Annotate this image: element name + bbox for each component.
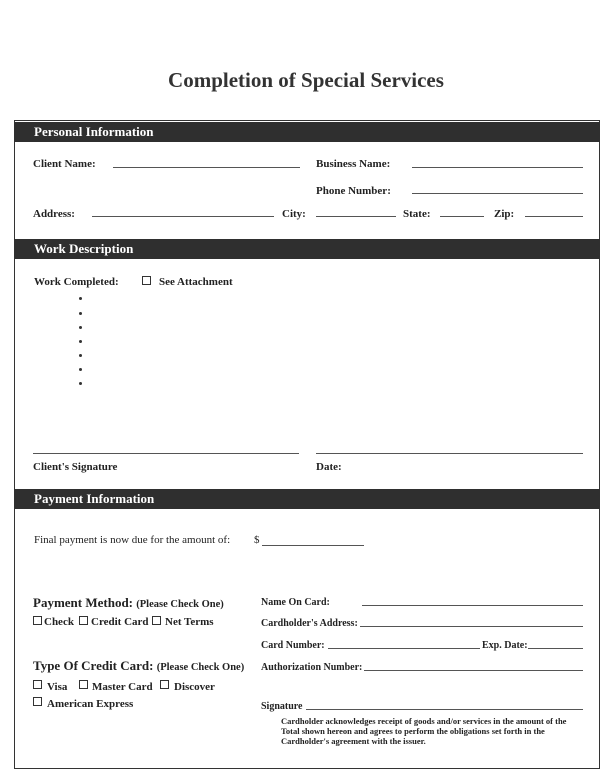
signature-label: Signature — [261, 701, 303, 712]
date-label: Date: — [316, 461, 342, 473]
see-attachment-checkbox[interactable] — [142, 276, 151, 285]
client-name-field[interactable] — [113, 167, 300, 168]
work-bullet — [79, 312, 82, 315]
visa-checkbox[interactable] — [33, 680, 42, 689]
date-field[interactable] — [316, 453, 583, 454]
work-bullet — [79, 326, 82, 329]
address-field[interactable] — [92, 216, 274, 217]
master-card-label: Master Card — [92, 681, 153, 693]
state-field[interactable] — [440, 216, 484, 217]
section-header-payment — [14, 489, 600, 509]
exp-date-field[interactable] — [528, 648, 583, 649]
card-number-field[interactable] — [328, 648, 480, 649]
card-type-heading — [33, 658, 244, 674]
name-on-card-label: Name On Card: — [261, 597, 330, 608]
visa-label: Visa — [47, 681, 68, 693]
cardholder-address-label: Cardholder's Address: — [261, 618, 358, 629]
work-bullet — [79, 368, 82, 371]
net-terms-label: Net Terms — [165, 616, 214, 628]
american-express-checkbox[interactable] — [33, 697, 42, 706]
page-title: Completion of Special Services — [168, 68, 444, 92]
check-checkbox[interactable] — [33, 616, 42, 625]
city-label: City: — [282, 208, 306, 220]
name-on-card-field[interactable] — [362, 605, 583, 606]
credit-card-label: Credit Card — [91, 616, 149, 628]
work-bullet — [79, 297, 82, 300]
payment-method-note: (Please Check One) — [136, 599, 224, 610]
card-type-title: Type Of Credit Card: — [33, 658, 154, 673]
section-title: Payment Information — [34, 491, 155, 506]
work-bullet — [79, 382, 82, 385]
phone-number-label: Phone Number: — [316, 185, 391, 197]
phone-number-field[interactable] — [412, 193, 583, 194]
section-title: Work Description — [34, 241, 134, 256]
cardholder-signature-field[interactable] — [306, 709, 583, 710]
city-field[interactable] — [316, 216, 396, 217]
final-payment-text: Final payment is now due for the amount of: — [34, 534, 231, 546]
american-express-label: American Express — [47, 698, 134, 710]
client-name-label: Client Name: — [33, 158, 96, 170]
work-bullet — [79, 354, 82, 357]
master-card-checkbox[interactable] — [79, 680, 88, 689]
currency-symbol: $ — [254, 534, 260, 546]
credit-card-checkbox[interactable] — [79, 616, 88, 625]
exp-date-label: Exp. Date: — [482, 640, 528, 651]
zip-field[interactable] — [525, 216, 583, 217]
acknowledgement-text: Cardholder acknowledges receipt of goods and/or services in the amount of the Total shown hereon and agrees to perform the obligations set forth in the Cardholder's agreement with the issuer. — [281, 716, 567, 746]
payment-method-heading — [33, 595, 224, 611]
card-number-label: Card Number: — [261, 640, 325, 651]
authorization-number-field[interactable] — [364, 670, 583, 671]
net-terms-checkbox[interactable] — [152, 616, 161, 625]
cardholder-address-field[interactable] — [360, 626, 583, 627]
see-attachment-label: See Attachment — [159, 276, 233, 288]
work-bullet — [79, 340, 82, 343]
section-header-work — [14, 239, 600, 259]
address-label: Address: — [33, 208, 75, 220]
authorization-number-label: Authorization Number: — [261, 662, 363, 673]
business-name-label: Business Name: — [316, 158, 391, 170]
card-type-note: (Please Check One) — [156, 662, 245, 673]
work-completed-label: Work Completed: — [34, 276, 119, 288]
client-signature-label: Client's Signature — [33, 461, 118, 473]
zip-label: Zip: — [494, 208, 515, 220]
business-name-field[interactable] — [412, 167, 583, 168]
check-label: Check — [44, 616, 74, 628]
state-label: State: — [403, 208, 431, 220]
discover-checkbox[interactable] — [160, 680, 169, 689]
client-signature-field[interactable] — [33, 453, 299, 454]
payment-method-title: Payment Method: — [33, 595, 134, 610]
amount-due-field[interactable] — [262, 545, 364, 546]
discover-label: Discover — [174, 681, 215, 693]
section-header-personal — [14, 122, 600, 142]
section-title: Personal Information — [34, 124, 154, 139]
